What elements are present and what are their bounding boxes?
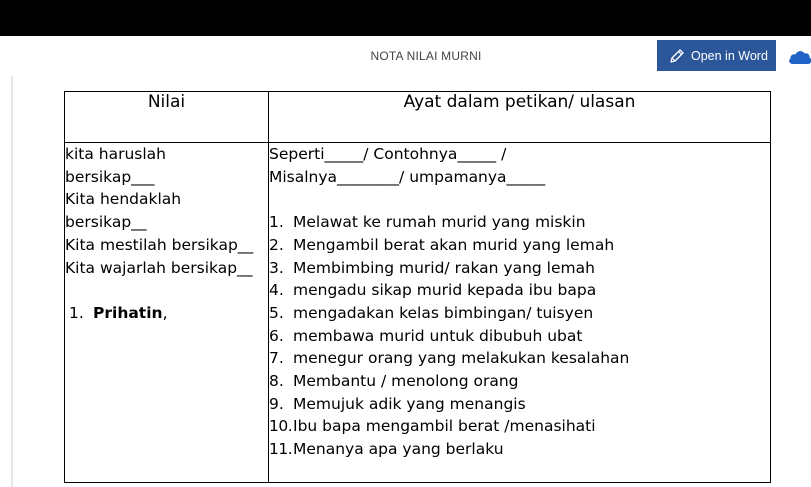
list-number: 1.: [69, 303, 84, 322]
column-header-nilai: Nilai: [65, 92, 269, 143]
list-number: 11.: [269, 440, 293, 459]
list-text: Membimbing murid/ rakan yang lemah: [293, 258, 595, 277]
list-item: [269, 325, 770, 348]
left-line: Kita mestilah bersikap__: [65, 235, 254, 254]
list-item: [269, 415, 770, 438]
nilai-cell: [65, 143, 269, 483]
intro-line: Seperti_____/ Contohnya_____ /: [269, 145, 507, 163]
list-text: mengadu sikap murid kepada ibu bapa: [293, 281, 597, 300]
list-number: 5.: [269, 303, 284, 322]
list-item: [269, 347, 770, 370]
list-text: Memujuk adik yang menangis: [293, 394, 526, 413]
list-number: 7.: [269, 349, 284, 368]
list-number: 4.: [269, 281, 284, 300]
document-title: NOTA NILAI MURNI: [370, 49, 482, 63]
document-page: [13, 76, 811, 487]
onedrive-cloud-icon[interactable]: [787, 48, 811, 66]
ayat-cell: [269, 143, 771, 483]
list-number: 2.: [269, 235, 284, 254]
list-item: [269, 302, 770, 325]
example-list: [269, 211, 770, 461]
list-text: menegur orang yang melakukan kesalahan: [293, 349, 630, 368]
document-header: [0, 36, 811, 76]
value-suffix: ,: [162, 303, 168, 322]
list-item: [269, 279, 770, 302]
left-line: kita haruslah: [65, 145, 167, 163]
list-text: mengadakan kelas bimbingan/ tuisyen: [293, 303, 594, 322]
left-line: bersikap___: [65, 167, 155, 186]
left-line: Kita wajarlah bersikap__: [65, 258, 253, 277]
list-number: 8.: [269, 372, 284, 391]
values-table: [64, 91, 771, 483]
column-header-ayat: Ayat dalam petikan/ ulasan: [269, 92, 771, 143]
value-label: Prihatin: [93, 303, 163, 322]
list-text: membawa murid untuk dibubuh ubat: [293, 326, 583, 345]
list-text: Membantu / menolong orang: [293, 372, 519, 391]
list-item: [269, 370, 770, 393]
value-item-prihatin: [65, 302, 268, 325]
list-item: [269, 393, 770, 416]
open-in-word-label: Open in Word: [691, 48, 768, 63]
list-number: 10.: [269, 417, 293, 436]
list-text: Mengambil berat akan murid yang lemah: [293, 235, 615, 254]
pencil-icon: [668, 47, 686, 65]
list-number: 3.: [269, 258, 284, 277]
list-text: Melawat ke rumah murid yang miskin: [293, 213, 586, 232]
left-line: Kita hendaklah: [65, 190, 182, 209]
list-text: Menanya apa yang berlaku: [293, 440, 504, 459]
intro-line: Misalnya________/ umpamanya_____: [269, 167, 546, 186]
top-black-bar: [0, 0, 811, 36]
list-number: 6.: [269, 326, 284, 345]
list-item: [269, 211, 770, 234]
left-line: bersikap__: [65, 213, 147, 232]
list-item: [269, 234, 770, 257]
list-item: [269, 438, 770, 461]
list-item: [269, 257, 770, 280]
list-number: 1.: [269, 213, 284, 232]
list-text: Ibu bapa mengambil berat /menasihati: [293, 417, 596, 436]
open-in-word-button[interactable]: [657, 40, 776, 71]
list-number: 9.: [269, 394, 284, 413]
